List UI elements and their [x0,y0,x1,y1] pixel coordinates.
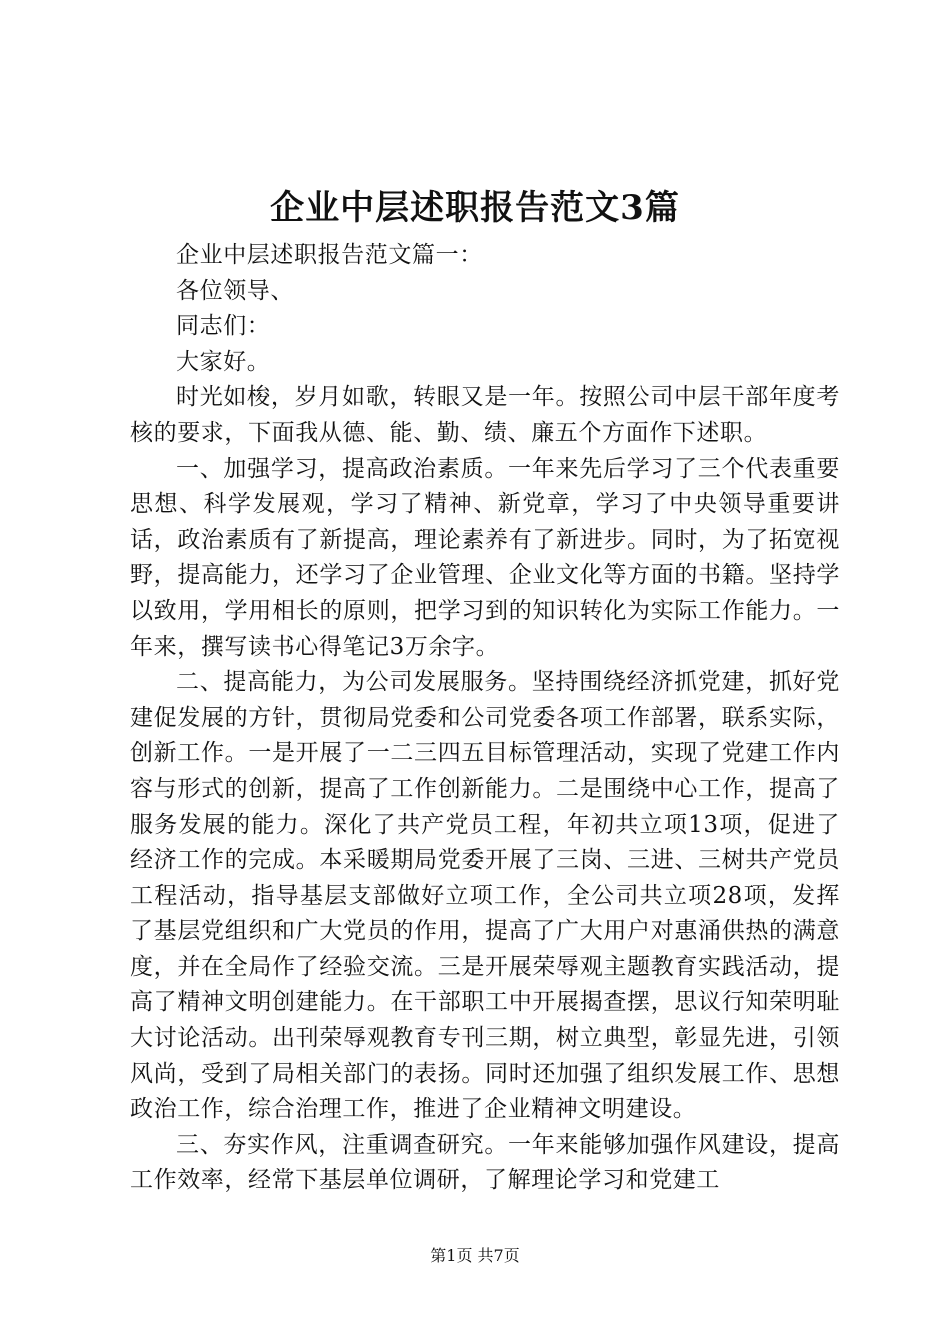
paragraph-salutation-2: 同志们： [176,313,271,340]
document-body [130,238,840,1199]
paragraph-greeting: 大家好。 [176,348,271,375]
paragraph-salutation-1: 各位领导、 [176,277,294,304]
paragraph-section-1: 一、加强学习，提高政治素质。一年来先后学习了三个代表重要思想、科学发展观，学习了精神、新党章，学习了中央领导重要讲话，政治素质有了新提高，理论素养有了新进步。同时，为了拓宽视野，提高能力，还学习了企业管理、企业文化等方面的书籍。坚持学以致用，学用相长的原则，把学习到的知识转化为实际工作能力。一年来，撰写读书心得笔记3万余字。 [130,455,840,660]
paragraph-section-2: 二、提高能力，为公司发展服务。坚持围绕经济抓党建，抓好党建促发展的方针，贯彻局党委和公司党委各项工作部署，联系实际，创新工作。一是开展了一二三四五目标管理活动，实现了党建工作内容与形式的创新，提高了工作创新能力。二是围绕中心工作，提高了服务发展的能力。深化了共产党员工程，年初共立项13项，促进了经济工作的完成。本采暖期局党委开展了三岗、三进、三树共产党员工程活动，指导基层支部做好立项工作，全公司共立项28项，发挥了基层党组织和广大党员的作用，提高了广大用户对惠涌供热的满意度，并在全局作了经验交流。三是开展荣辱观主题教育实践活动，提高了精神文明创建能力。在干部职工中开展揭查摆，思议行知荣明耻大讨论活动。出刊荣辱观教育专刊三期，树立典型，彰显先进，引领风尚，受到了局相关部门的表扬。同时还加强了组织发展工作、思想政治工作，综合治理工作，推进了企业精神文明建设。 [130,669,840,1123]
document-title: 企业中层述职报告范文3篇 [270,188,680,228]
paragraph-heading: 企业中层述职报告范文篇一： [176,242,483,268]
page-number-footer: 第1页 共7页 [430,1246,520,1265]
paragraph-intro: 时光如梭，岁月如歌，转眼又是一年。按照公司中层干部年度考核的要求，下面我从德、能、勤、绩、廉五个方面作下述职。 [130,384,840,446]
paragraph-section-3: 三、夯实作风，注重调查研究。一年来能够加强作风建设，提高工作效率，经常下基层单位调研，了解理论学习和党建工 [130,1131,840,1194]
